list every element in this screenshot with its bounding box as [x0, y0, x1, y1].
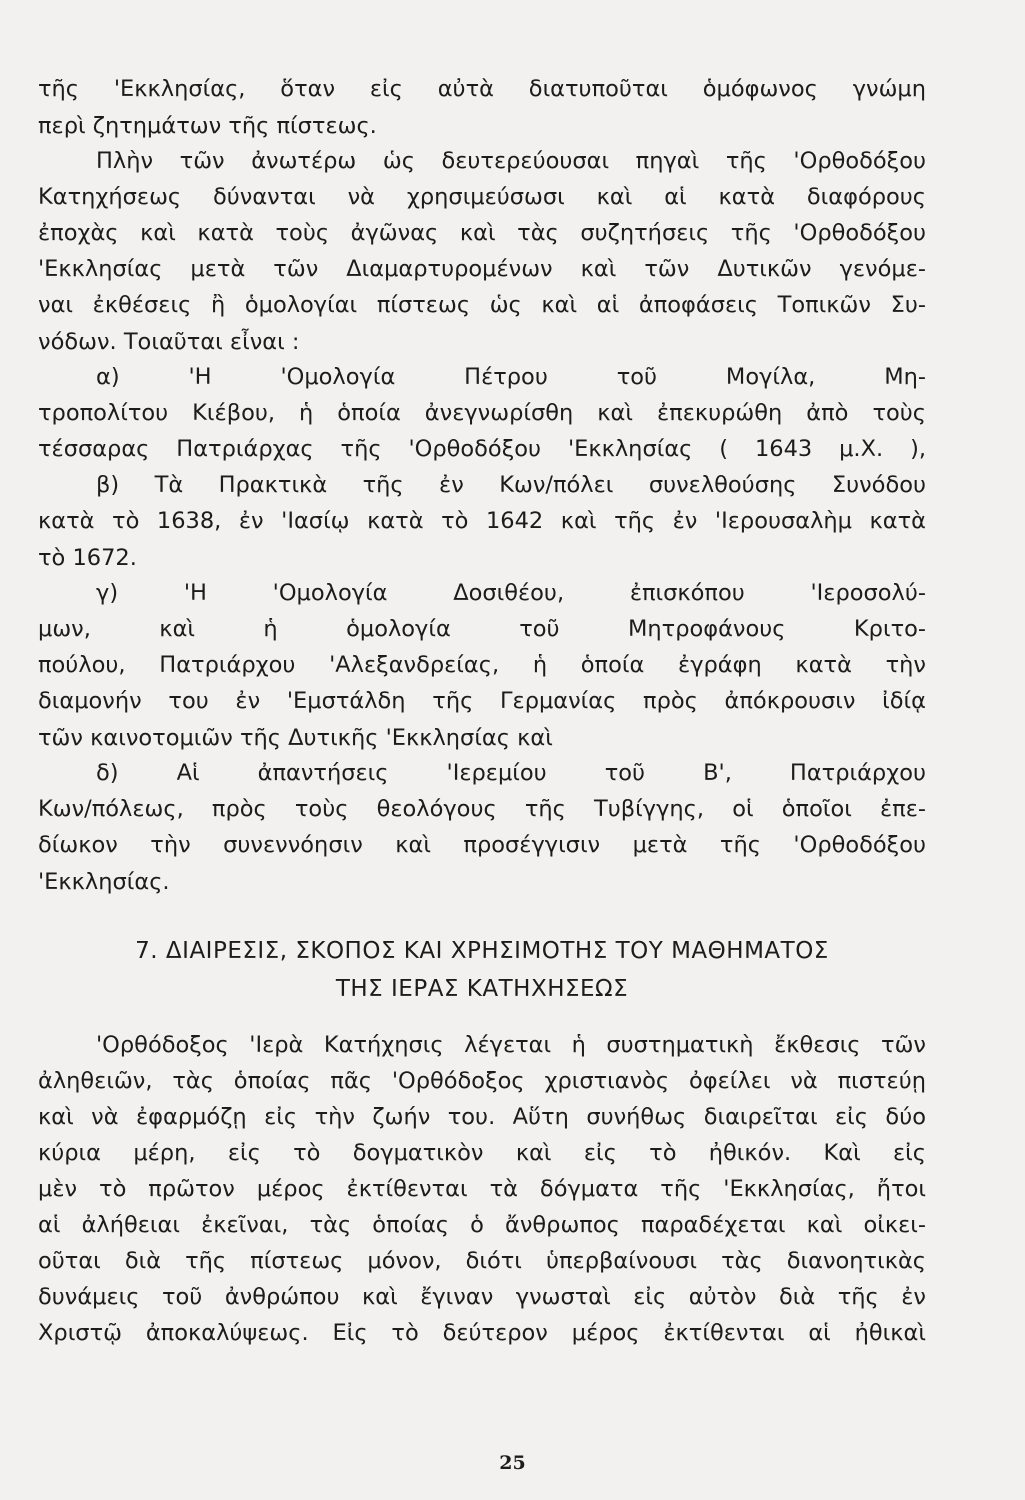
- text-line: διαμονήν του ἐν 'Εμστάλδη τῆς Γερμανίας πρὸς ἀπόκρουσιν ἰδίᾳ: [38, 688, 926, 714]
- text-line: 'Εκκλησίας μετὰ τῶν Διαμαρτυρομένων καὶ τῶν Δυτικῶν γενόμε-: [38, 256, 926, 282]
- text-line: Πλὴν τῶν ἀνωτέρω ὡς δευτερεύουσαι πηγαὶ τῆς 'Ορθοδόξου: [96, 148, 926, 174]
- text-line: αἱ ἀλήθειαι ἐκεῖναι, τὰς ὁποίας ὁ ἄνθρωπος παραδέχεται καὶ οἰκει-: [38, 1212, 926, 1238]
- list-item-c: γ) 'Η 'Ομολογία Δοσιθέου, ἐπισκόπου 'Ιεροσολύ-: [96, 580, 926, 606]
- text-line: Χριστῷ ἀποκαλύψεως. Εἰς τὸ δεύτερον μέρος ἐκτίθενται αἱ ἠθικαὶ: [38, 1320, 926, 1346]
- text-line: 'Εκκλησίας.: [38, 868, 170, 895]
- text-line: τῆς 'Εκκλησίας, ὅταν εἰς αὐτὰ διατυποῦται ὁμόφωνος γνώμη: [38, 76, 926, 102]
- text-line: ἀληθειῶν, τὰς ὁποίας πᾶς 'Ορθόδοξος χριστιανὸς ὀφείλει νὰ πιστεύῃ: [38, 1068, 926, 1094]
- page-body: [38, 72, 926, 1352]
- section-heading-line-2: ΤΗΣ ΙΕΡΑΣ ΚΑΤΗΧΗΣΕΩΣ: [335, 976, 629, 1002]
- text-line: τῶν καινοτομιῶν τῆς Δυτικῆς 'Εκκλησίας καὶ: [38, 724, 553, 751]
- section-heading-line-1: 7. ΔΙΑΙΡΕΣΙΣ, ΣΚΟΠΟΣ ΚΑΙ ΧΡΗΣΙΜΟΤΗΣ ΤΟΥ ΜΑΘΗΜΑΤΟΣ: [135, 938, 829, 964]
- text-line: πούλου, Πατριάρχου 'Αλεξανδρείας, ἡ ὁποία ἐγράφη κατὰ τὴν: [38, 652, 926, 678]
- text-line: τέσσαρας Πατριάρχας τῆς 'Ορθοδόξου 'Εκκλησίας ( 1643 μ.Χ. ),: [38, 436, 926, 462]
- text-line: τροπολίτου Κιέβου, ἡ ὁποία ἀνεγνωρίσθη καὶ ἐπεκυρώθη ἀπὸ τοὺς: [38, 400, 926, 426]
- text-line: μων, καὶ ἡ ὁμολογία τοῦ Μητροφάνους Κριτο-: [38, 616, 926, 642]
- text-line: καὶ νὰ ἐφαρμόζῃ εἰς τὴν ζωήν του. Αὕτη συνήθως διαιρεῖται εἰς δύο: [38, 1104, 926, 1130]
- text-line: κύρια μέρη, εἰς τὸ δογματικὸν καὶ εἰς τὸ ἠθικόν. Καὶ εἰς: [38, 1140, 926, 1166]
- text-line: νόδων. Τοιαῦται εἶναι :: [38, 328, 300, 355]
- text-line: κατὰ τὸ 1638, ἐν 'Ιασίῳ κατὰ τὸ 1642 καὶ τῆς ἐν 'Ιερουσαλὴμ κατὰ: [38, 508, 926, 534]
- text-line: ναι ἐκθέσεις ἢ ὁμολογίαι πίστεως ὡς καὶ αἱ ἀποφάσεις Τοπικῶν Συ-: [38, 292, 926, 318]
- text-line: 'Ορθόδοξος 'Ιερὰ Κατήχησις λέγεται ἡ συστηματικὴ ἔκθεσις τῶν: [96, 1032, 926, 1058]
- text-line: περὶ ζητημάτων τῆς πίστεως.: [38, 112, 377, 139]
- list-item-d: δ) Αἱ ἀπαντήσεις 'Ιερεμίου τοῦ Β', Πατριάρχου: [96, 760, 926, 786]
- list-item-b: β) Τὰ Πρακτικὰ τῆς ἐν Κων/πόλει συνελθούσης Συνόδου: [96, 472, 926, 498]
- page-number: 25: [499, 1452, 526, 1474]
- text-line: τὸ 1672.: [38, 544, 137, 571]
- section-heading: [38, 932, 926, 1008]
- text-line: δίωκον τὴν συνεννόησιν καὶ προσέγγισιν μετὰ τῆς 'Ορθοδόξου: [38, 832, 926, 858]
- text-line: Κων/πόλεως, πρὸς τοὺς θεολόγους τῆς Τυβίγγης, οἱ ὁποῖοι ἐπε-: [38, 796, 926, 822]
- text-line: μὲν τὸ πρῶτον μέρος ἐκτίθενται τὰ δόγματα τῆς 'Εκκλησίας, ἤτοι: [38, 1176, 926, 1202]
- text-line: ἐποχὰς καὶ κατὰ τοὺς ἀγῶνας καὶ τὰς συζητήσεις τῆς 'Ορθοδόξου: [38, 220, 926, 246]
- text-line: δυνάμεις τοῦ ἀνθρώπου καὶ ἔγιναν γνωσταὶ εἰς αὐτὸν διὰ τῆς ἐν: [38, 1284, 926, 1310]
- text-line: Κατηχήσεως δύνανται νὰ χρησιμεύσωσι καὶ αἱ κατὰ διαφόρους: [38, 184, 926, 210]
- list-item-a: α) 'Η 'Ομολογία Πέτρου τοῦ Μογίλα, Μη-: [96, 364, 926, 390]
- text-line: οῦται διὰ τῆς πίστεως μόνον, διότι ὑπερβαίνουσι τὰς διανοητικὰς: [38, 1248, 926, 1274]
